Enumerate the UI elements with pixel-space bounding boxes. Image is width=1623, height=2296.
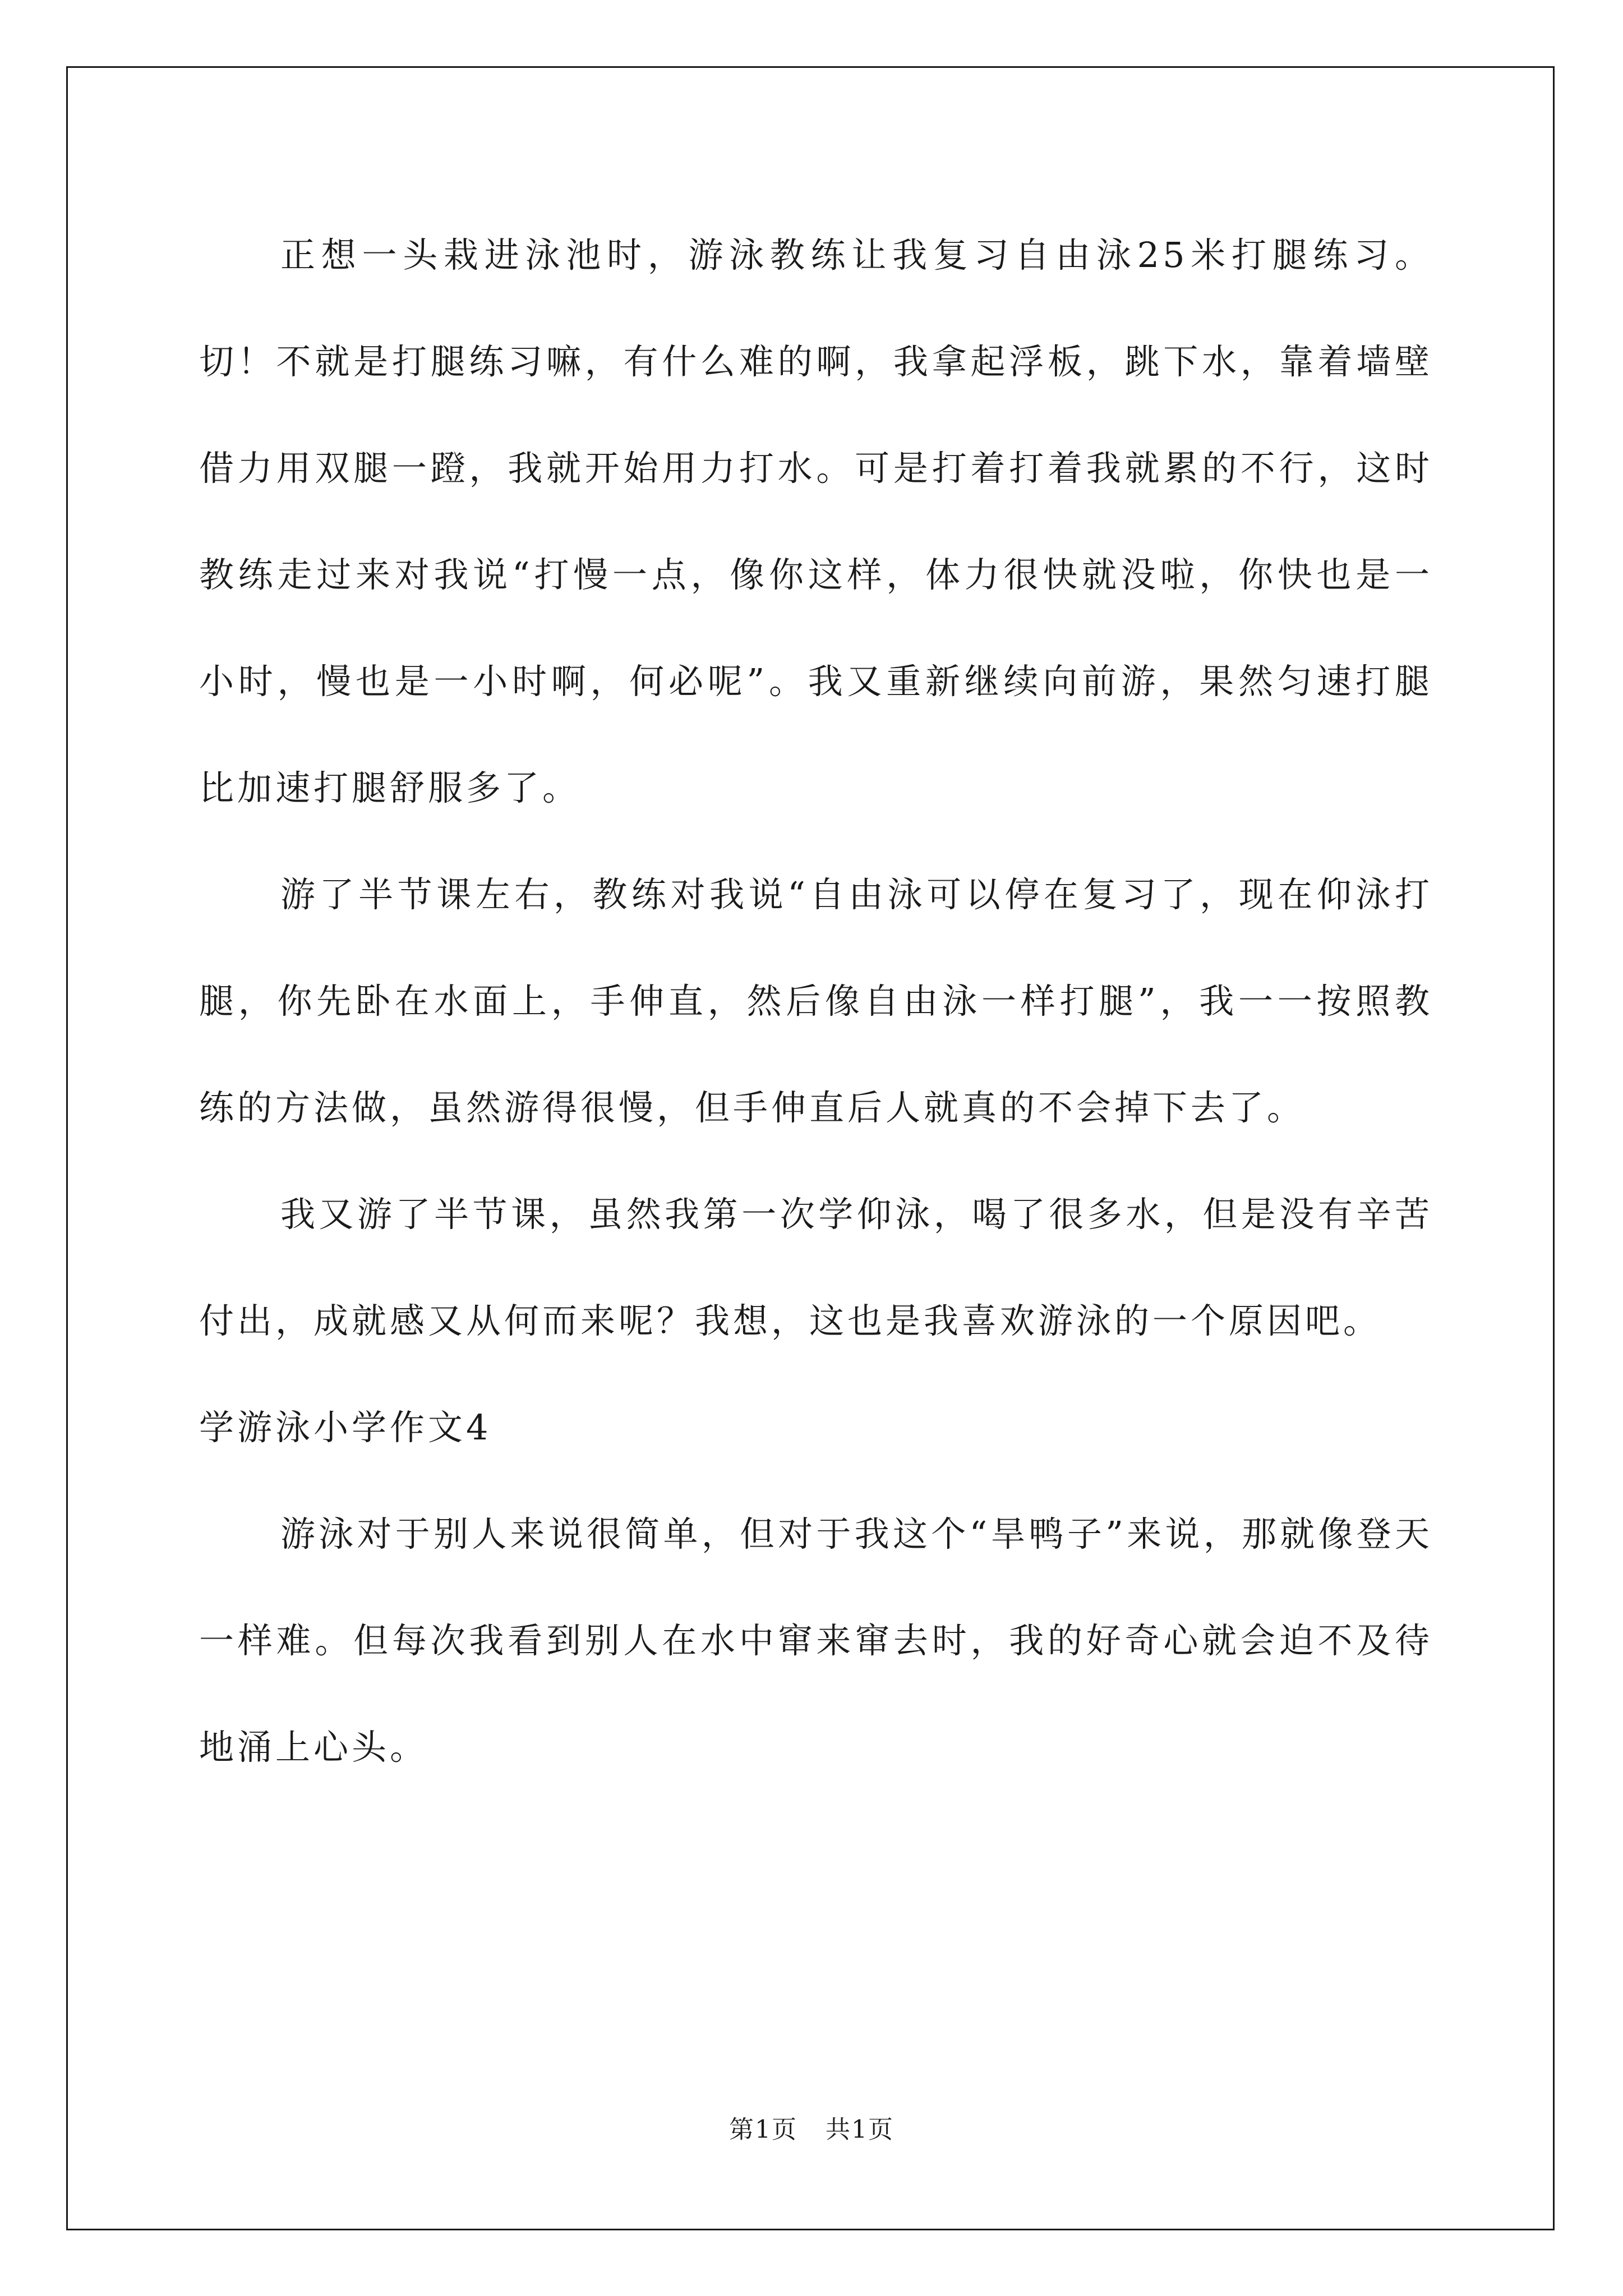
- paragraph-2: 游了半节课左右，教练对我说“自由泳可以停在复习了，现在仰泳打腿，你先卧在水面上，手伸直，然后像自由泳一样打腿”，我一一按照教练的方法做，虽然游得很慢，但手伸直后人就真的不会掉下去了。: [199, 874, 1433, 1128]
- paragraph-1: 正想一头栽进泳池时，游泳教练让我复习自由泳25米打腿练习。切！不就是打腿练习嘛，有什么难的啊，我拿起浮板，跳下水，靠着墙壁借力用双腿一蹬，我就开始用力打水。可是打着打着我就累的不行，这时教练走过来对我说“打慢一点，像你这样，体力很快就没啦，你快也是一小时，慢也是一小时啊，何必呢”。我又重新继续向前游，果然匀速打腿比加速打腿舒服多了。: [199, 234, 1433, 808]
- paragraph-4: 游泳对于别人来说很简单，但对于我这个“旱鸭子”来说，那就像登天一样难。但每次我看到别人在水中窜来窜去时，我的好奇心就会迫不及待地涌上心头。: [199, 1513, 1433, 1768]
- paragraph-3: 我又游了半节课，虽然我第一次学仰泳，喝了很多水，但是没有辛苦付出，成就感又从何而来呢？我想，这也是我喜欢游泳的一个原因吧。: [199, 1194, 1433, 1341]
- page-number: 第1页: [729, 2115, 797, 2144]
- document-body: [199, 202, 1433, 1801]
- page-footer: [0, 2109, 1623, 2145]
- page-total: 共1页: [826, 2115, 894, 2144]
- section-heading: 学游泳小学作文4: [199, 1407, 492, 1448]
